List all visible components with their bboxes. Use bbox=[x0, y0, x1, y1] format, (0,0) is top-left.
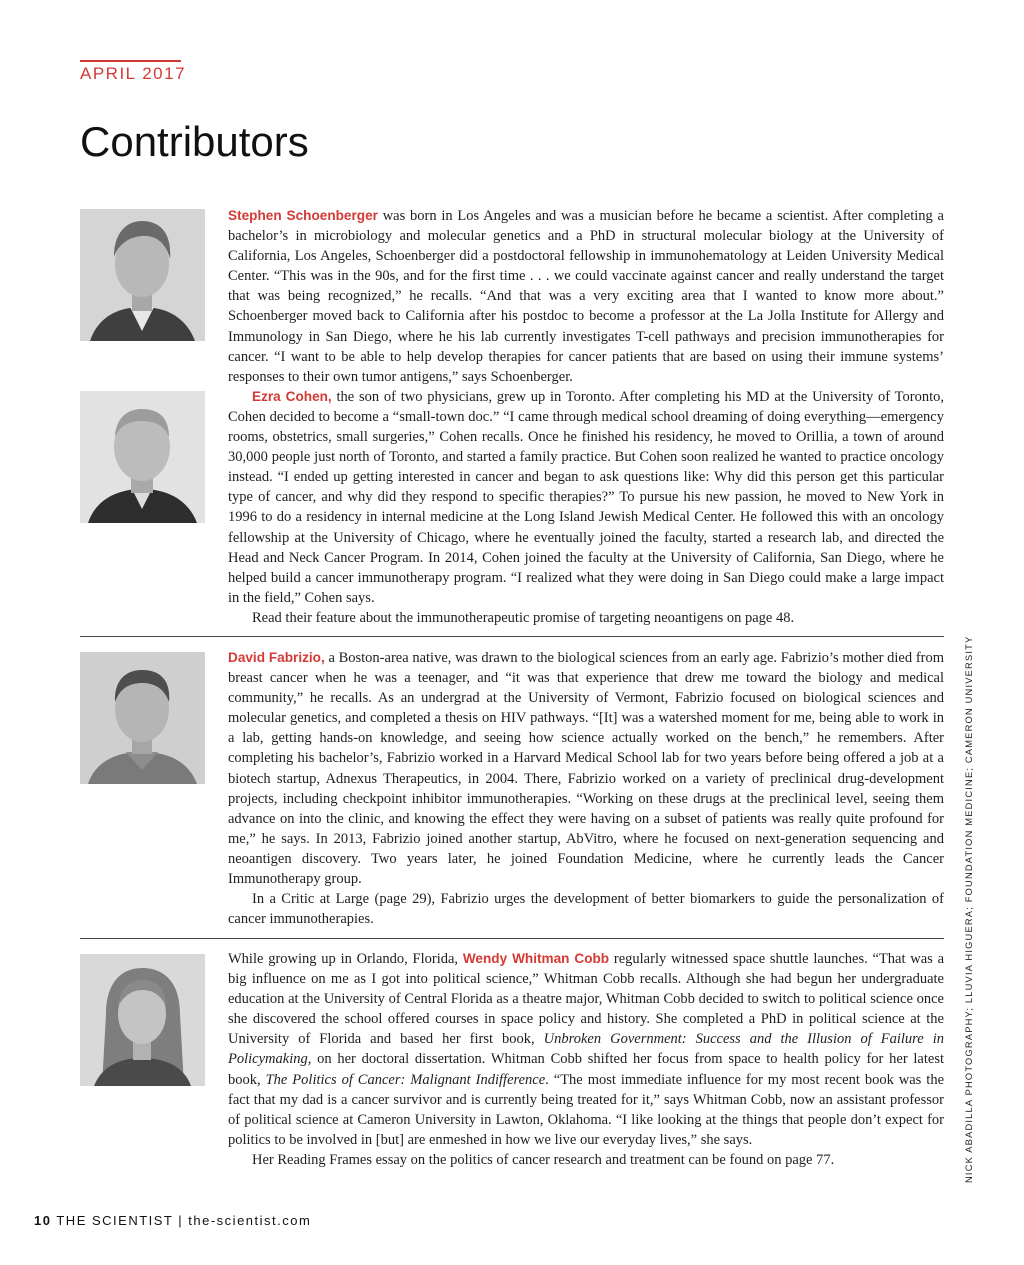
feature-reference: In a Critic at Large (page 29), Fabrizio urges the development of better biomarkers to guide the personalization of cancer immunotherapies. bbox=[228, 891, 944, 928]
contributor-name: Stephen Schoenberger bbox=[228, 208, 378, 223]
contributor-name: David Fabrizio, bbox=[228, 650, 325, 665]
bio-text: . “The most immediate influence for my most recent book was the fact that my dad is a cancer survivor and is currently being treated for it,” says Whitman Cobb, now an assistant professor of political science at Cameron University in Lawton, Oklahoma. “I like looking at the things that people don’t expect for politics to be involved in [but] are enmeshed in how we live our everyday lives,” she says. bbox=[228, 1071, 944, 1148]
bio-block-fabrizio bbox=[228, 648, 944, 929]
book-title: The Politics of Cancer: Malignant Indifference bbox=[265, 1071, 546, 1088]
bio-block-schoenberger-cohen bbox=[228, 206, 944, 628]
feature-reference: Her Reading Frames essay on the politics of cancer research and treatment can be found on page 77. bbox=[252, 1151, 835, 1168]
bio-paragraph bbox=[228, 206, 944, 387]
contributor-photo-schoenberger bbox=[80, 209, 205, 341]
bio-paragraph bbox=[228, 648, 944, 889]
contributor-photo-whitman-cobb bbox=[80, 954, 205, 1086]
bio-text: regularly witnessed space shuttle launches. “That was a big influence on me as I got into political science,” Whitman Cobb recalls. Although she had begun her undergraduate education at the University of Central Florida as a theatre major, Whitman Cobb decided to switch to political science once she discovered the school offered courses in space policy and history. She completed a PhD in political science at the University of Florida and based her first book, bbox=[228, 951, 945, 1048]
contributor-photo-cohen bbox=[80, 391, 205, 523]
bio-text: While growing up in Orlando, Florida, bbox=[228, 951, 463, 967]
bio-text: , on her doctoral dissertation. Whitman Cobb shifted her focus from space to health policy for her latest book, bbox=[228, 1051, 944, 1088]
feature-reference: Read their feature about the immunotherapeutic promise of targeting neoantigens on page 48. bbox=[252, 609, 795, 626]
page-number: 10 bbox=[34, 1213, 52, 1228]
book-title: Unbroken Government: Success and the Illusion of Failure in Policymaking bbox=[228, 1031, 944, 1068]
bio-paragraph bbox=[228, 387, 944, 608]
bio-text: the son of two physicians, grew up in Toronto. After completing his MD at the University of Toronto, Cohen decided to become a “small-town doc.” “I came through medical school dreaming of doing everything—emergency rooms, obstetrics, small surgeries,” Cohen recalls. Once he finished his residency, he moved to Orillia, a town of around 30,000 people just north of Toronto, and started a family practice. But Cohen soon realized he wanted to practice oncology instead. “I ended up getting interested in cancer and began to ask questions like: Why did this person get this particular type of cancer, and why did they respond to specific therapies?” To pursue his new passion, he moved to New York in 1996 to do a residency in internal medicine at the Long Island Jewish Medical Center. He followed this with an oncology fellowship at the University of Chicago, where he eventually joined the faculty, started a research lab, and directed the Head and Neck Cancer Program. In 2014, Cohen joined the faculty at the University of California, San Diego, where he helped build a cancer immunotherapy program. “I realized what they were doing in San Diego could make a large impact in the field,” Cohen says. bbox=[228, 388, 944, 606]
footer-separator: | bbox=[178, 1213, 184, 1228]
bio-block-whitman-cobb bbox=[228, 949, 944, 1170]
issue-date: APRIL 2017 bbox=[80, 64, 187, 83]
photo-credit: NICK ABADILLA PHOTOGRAPHY; LLUVIA HIGUERA; FOUNDATION MEDICINE; CAMERON UNIVERSITY bbox=[964, 635, 974, 1183]
page-footer bbox=[34, 1213, 311, 1228]
contributor-name: Wendy Whitman Cobb bbox=[462, 951, 610, 966]
bio-text: was born in Los Angeles and was a musician before he became a scientist. After completing a bachelor’s in microbiology and molecular genetics and a PhD in structural molecular biology at the University of California, Los Angeles, Schoenberger did a postdoctoral fellowship in immunohematology at Leiden University Medical Center. “This was in the 90s, and for the first time . . . we could vaccinate against cancer and really understand the target that was being recognized,” he recalls. “And that was a very exciting area that I wanted to know more about.” Schoenberger moved back to California after his postdoc to become a professor at the La Jolla Institute for Allergy and Immunology in San Diego, where he his lab currently investigates T-cell pathways and precision immunotherapies for cancer. “I want to be able to help develop therapies for cancer patients that are based on using their immune systems’ responses to their own tumor antigens,” says Schoenberger. bbox=[228, 208, 944, 385]
contributor-photo-fabrizio bbox=[80, 652, 205, 784]
contributor-name: Ezra Cohen, bbox=[252, 388, 332, 404]
bio-text: a Boston-area native, was drawn to the biological sciences from an early age. Fabrizio’s mother died from breast cancer when he was a teenager, and “it was that experience that drew me toward the biology and medical community,” he recalls. As an undergrad at the University of Vermont, Fabrizio focused on biological sciences and molecular genetics, and completed a thesis on HIV pathways. “[It] was a watershed moment for me, being able to work in a lab, getting hands-on knowledge, and seeing how science actually worked on the bench,” he remembers. After completing his bachelor’s, Fabrizio worked in a Harvard Medical School lab for two years before being offered a job at a biotech startup, Adnexus Therapeutics, in 2004. There, Fabrizio worked on a variety of preclinical drug-development projects, including checkpoint inhibitor immunotherapies. “Working on these drugs at the preclinical level, seeing them advance on into the clinic, and knowing the effect they were having on a subset of patients was really quite profound for me,” he says. In 2013, Fabrizio joined another startup, AbVitro, where he focused on next-generation sequencing and neoantigen discovery. Two years later, he joined Foundation Medicine, where he currently leads the Cancer Immunotherapy group. bbox=[228, 650, 945, 888]
bio-paragraph bbox=[228, 949, 944, 1150]
section-divider bbox=[80, 938, 944, 939]
page-title: Contributors bbox=[80, 118, 309, 165]
header-rule bbox=[80, 60, 181, 62]
section-divider bbox=[80, 636, 944, 637]
website-link[interactable]: the-scientist.com bbox=[188, 1213, 312, 1228]
publication-name: THE SCIENTIST bbox=[56, 1213, 174, 1228]
